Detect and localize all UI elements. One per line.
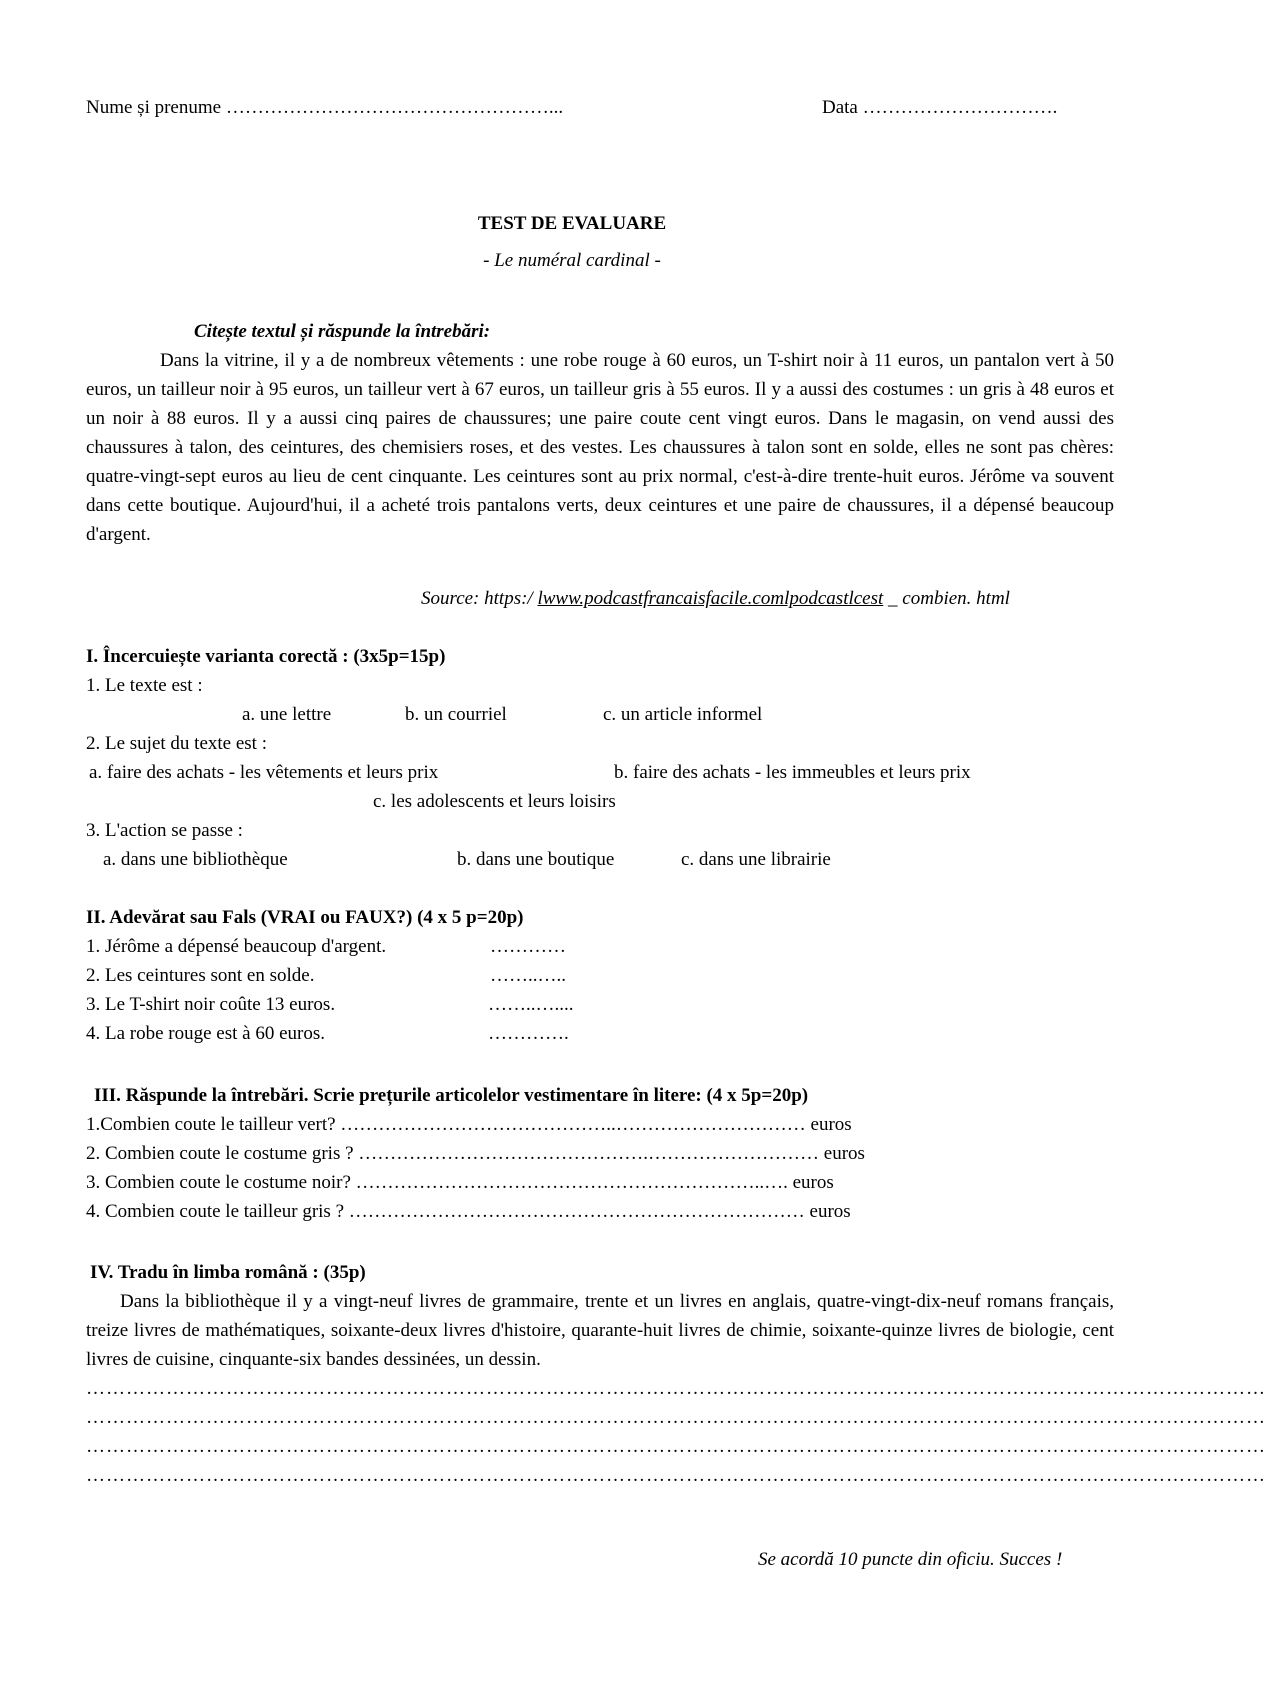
name-field-label: Nume și prenume ……………………………………………... [86, 97, 564, 118]
reading-instruction: Citește textul și răspunde la întrebări: [194, 321, 491, 342]
source-prefix: Source: https:/ [421, 588, 538, 609]
question-1-option-a[interactable]: a. une lettre [242, 704, 332, 725]
answer-line[interactable]: …………………………………………………………………………………………………………………………………………………………… [86, 1436, 1266, 1457]
true-false-statement: 1. Jérôme a dépensé beaucoup d'argent. [86, 936, 387, 957]
true-false-blank[interactable]: …………. [488, 1023, 569, 1044]
question-3-option-b[interactable]: b. dans une boutique [457, 849, 615, 870]
answer-line[interactable]: …………………………………………………………………………………………………………………………………………………………… [86, 1378, 1266, 1399]
true-false-blank[interactable]: ……..….... [488, 994, 574, 1015]
question-3-option-a[interactable]: a. dans une bibliothèque [103, 849, 288, 870]
question-1-option-b[interactable]: b. un courriel [405, 704, 507, 725]
true-false-statement: 2. Les ceintures sont en solde. [86, 965, 315, 986]
question-2-option-b[interactable]: b. faire des achats - les immeubles et leurs prix [614, 762, 971, 783]
price-question[interactable]: 3. Combien coute le costume noir? ………………………………………………………..…. euros [86, 1172, 834, 1193]
true-false-blank[interactable]: ………… [490, 936, 566, 957]
section-3-heading: III. Răspunde la întrebări. Scrie prețurile articolelor vestimentare în litere: (4 x 5p=20p) [94, 1085, 809, 1106]
price-question[interactable]: 2. Combien coute le costume gris ? ……………………………………….……………………… euros [86, 1143, 865, 1164]
source-line [421, 584, 1010, 613]
section-1-heading: I. Încercuiește varianta corectă : (3x5p=15p) [86, 646, 446, 667]
section-4-heading: IV. Tradu în limba română : (35p) [90, 1262, 366, 1283]
price-question[interactable]: 1.Combien coute le tailleur vert? ……………………………………..………………………… euros [86, 1114, 852, 1135]
question-2: 2. Le sujet du texte est : [86, 733, 267, 754]
price-question[interactable]: 4. Combien coute le tailleur gris ? ……………………………………………………………… euros [86, 1201, 851, 1222]
question-2-option-a[interactable]: a. faire des achats - les vêtements et leurs prix [89, 762, 439, 783]
source-link[interactable]: lwww.podcastfrancaisfacile.comlpodcastlcest [537, 588, 884, 609]
page-subtitle: - Le numéral cardinal - [483, 250, 661, 271]
question-1: 1. Le texte est : [86, 675, 203, 696]
date-field-label: Data …………………………. [822, 97, 1058, 118]
question-3: 3. L'action se passe : [86, 820, 243, 841]
footer-note: Se acordă 10 puncte din oficiu. Succes ! [758, 1549, 1063, 1570]
answer-line[interactable]: …………………………………………………………………………………………………………………………………………………………… [86, 1407, 1266, 1428]
reading-text: Dans la vitrine, il y a de nombreux vêtements : une robe rouge à 60 euros, un T-shirt noir à 11 euros, un pantalon vert à 50 euros, un tailleur noir à 95 euros, un tailleur vert à 67 euros, un tailleur gris à 55 euros. Il y a aussi des costumes : un gris à 48 euros et un noir à 88 euros. Il y a aussi cinq paires de chaussures; une paire coute cent vingt euros. Dans le magasin, on vend aussi des chaussures à talon, des ceintures, des chemisiers roses, et des vestes. Les chaussures à talon sont en solde, elles ne sont pas chères: quatre-vingt-sept euros au lieu de cent cinquante. Les ceintures sont au prix normal, c'est-à-dire trente-huit euros. Jérôme va souvent dans cette boutique. Aujourd'hui, il a acheté trois pantalons verts, deux ceintures et une paire de chaussures, il a dépensé beaucoup d'argent. [86, 350, 1114, 545]
page-title: TEST DE EVALUARE [477, 213, 667, 234]
source-suffix: _ combien. html [883, 588, 1010, 609]
question-2-option-c[interactable]: c. les adolescents et leurs loisirs [373, 791, 616, 812]
section-2-heading: II. Adevărat sau Fals (VRAI ou FAUX?) (4 x 5 p=20p) [86, 907, 524, 928]
question-1-option-c[interactable]: c. un article informel [603, 704, 763, 725]
answer-line[interactable]: …………………………………………………………………………………………………………………………………………………………… [86, 1465, 1266, 1486]
translation-text: Dans la bibliothèque il y a vingt-neuf livres de grammaire, trente et un livres en anglais, quatre-vingt-dix-neuf romans français, treize livres de mathématiques, soixante-deux livres d'histoire, quarante-huit livres de chimie, soixante-quinze livres de biologie, cent livres de cuisine, cinquante-six bandes dessinées, un dessin. [86, 1291, 1114, 1370]
question-3-option-c[interactable]: c. dans une librairie [681, 849, 831, 870]
true-false-blank[interactable]: ……..….. [490, 965, 566, 986]
true-false-statement: 4. La robe rouge est à 60 euros. [86, 1023, 326, 1044]
true-false-statement: 3. Le T-shirt noir coûte 13 euros. [86, 994, 336, 1015]
